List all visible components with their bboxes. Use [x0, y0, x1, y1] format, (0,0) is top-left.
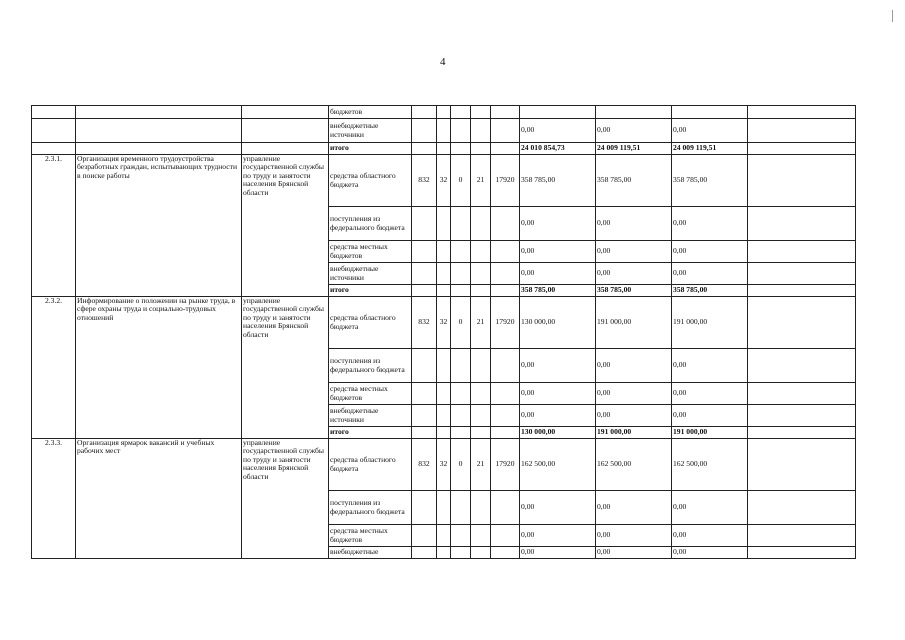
extra-column: [748, 297, 856, 349]
code-subprogram: [451, 491, 471, 525]
amount-year-3: 0,00: [672, 263, 748, 285]
amount-year-2: [596, 106, 672, 119]
code-subprogram: [451, 143, 471, 155]
extra-column: [748, 285, 856, 297]
amount-year-2: 0,00: [596, 263, 672, 285]
amount-year-2: 24 009 119,51: [596, 143, 672, 155]
code-program: [437, 405, 451, 427]
amount-year-3: 0,00: [672, 207, 748, 241]
code-event: [471, 525, 491, 547]
code-direction: [491, 143, 520, 155]
item-number: 2.3.1.: [32, 155, 76, 297]
code-direction: [491, 547, 520, 559]
extra-column: [748, 547, 856, 559]
code-direction: [491, 241, 520, 263]
code-grbs: 832: [412, 155, 437, 207]
funding-source: средства местных бюджетов: [329, 525, 412, 547]
table-row: [32, 106, 856, 119]
extra-column: [748, 427, 856, 439]
code-direction: [491, 106, 520, 119]
funding-source: средства областного бюджета: [329, 297, 412, 349]
item-executor: управление государственной службы по труду и занятости населения Брянской области: [242, 297, 329, 439]
code-program: [437, 491, 451, 525]
funding-source: итого: [329, 143, 412, 155]
amount-year-2: 0,00: [596, 491, 672, 525]
code-subprogram: [451, 285, 471, 297]
code-program: [437, 383, 451, 405]
funding-source: внебюджетные источники: [329, 263, 412, 285]
code-grbs: [412, 349, 437, 383]
amount-year-1: 358 785,00: [520, 155, 596, 207]
code-program: 32: [437, 439, 451, 491]
table-row: [32, 143, 856, 155]
amount-year-3: 0,00: [672, 349, 748, 383]
funding-source: поступления из федерального бюджета: [329, 207, 412, 241]
code-program: 32: [437, 297, 451, 349]
code-subprogram: 0: [451, 439, 471, 491]
code-subprogram: [451, 241, 471, 263]
item-executor: управление государственной службы по труду и занятости населения Брянской области: [242, 155, 329, 297]
amount-year-3: 0,00: [672, 383, 748, 405]
amount-year-2: 0,00: [596, 207, 672, 241]
amount-year-1: 0,00: [520, 119, 596, 143]
amount-year-2: 191 000,00: [596, 427, 672, 439]
code-subprogram: [451, 525, 471, 547]
code-grbs: [412, 383, 437, 405]
amount-year-2: 191 000,00: [596, 297, 672, 349]
code-event: [471, 285, 491, 297]
code-grbs: [412, 106, 437, 119]
amount-year-3: 0,00: [672, 405, 748, 427]
item-executor: [242, 106, 329, 119]
item-executor: управление государственной службы по труду и занятости населения Брянской области: [242, 439, 329, 559]
amount-year-2: 0,00: [596, 383, 672, 405]
item-number: 2.3.2.: [32, 297, 76, 439]
table-row: [32, 119, 856, 143]
amount-year-3: 358 785,00: [672, 155, 748, 207]
table-row: [32, 297, 856, 349]
code-direction: 17920: [491, 297, 520, 349]
item-name: [76, 143, 242, 155]
amount-year-2: 358 785,00: [596, 285, 672, 297]
amount-year-1: 0,00: [520, 525, 596, 547]
funding-source: средства областного бюджета: [329, 439, 412, 491]
code-program: [437, 106, 451, 119]
item-name: [76, 106, 242, 119]
amount-year-3: 191 000,00: [672, 297, 748, 349]
item-number: [32, 119, 76, 143]
code-direction: 17920: [491, 439, 520, 491]
extra-column: [748, 491, 856, 525]
extra-column: [748, 106, 856, 119]
code-program: [437, 207, 451, 241]
code-event: [471, 263, 491, 285]
extra-column: [748, 207, 856, 241]
amount-year-3: 24 009 119,51: [672, 143, 748, 155]
code-program: [437, 119, 451, 143]
funding-source: внебюджетные источники: [329, 119, 412, 143]
amount-year-1: 0,00: [520, 383, 596, 405]
code-program: [437, 427, 451, 439]
extra-column: [748, 263, 856, 285]
item-name: Организация временного трудоустройства безработных граждан, испытывающих трудности в поиске работы: [76, 155, 242, 297]
amount-year-3: 0,00: [672, 241, 748, 263]
code-event: [471, 143, 491, 155]
code-grbs: [412, 263, 437, 285]
item-number: [32, 106, 76, 119]
code-program: [437, 525, 451, 547]
code-subprogram: [451, 405, 471, 427]
amount-year-2: 0,00: [596, 525, 672, 547]
code-grbs: [412, 427, 437, 439]
code-subprogram: [451, 547, 471, 559]
code-program: [437, 349, 451, 383]
table-row: [32, 439, 856, 491]
code-grbs: [412, 491, 437, 525]
code-subprogram: [451, 207, 471, 241]
code-grbs: [412, 547, 437, 559]
code-direction: [491, 207, 520, 241]
funding-source: итого: [329, 427, 412, 439]
code-event: [471, 119, 491, 143]
funding-source: средства местных бюджетов: [329, 383, 412, 405]
amount-year-3: 162 500,00: [672, 439, 748, 491]
table-row: [32, 155, 856, 207]
code-event: [471, 427, 491, 439]
extra-column: [748, 241, 856, 263]
code-grbs: [412, 143, 437, 155]
amount-year-3: [672, 106, 748, 119]
item-name: Организация ярмарок вакансий и учебных рабочих мест: [76, 439, 242, 559]
amount-year-3: 0,00: [672, 547, 748, 559]
code-event: [471, 106, 491, 119]
amount-year-2: 0,00: [596, 241, 672, 263]
code-direction: [491, 285, 520, 297]
code-grbs: [412, 207, 437, 241]
code-direction: [491, 491, 520, 525]
code-grbs: [412, 119, 437, 143]
amount-year-1: 0,00: [520, 263, 596, 285]
code-subprogram: [451, 349, 471, 383]
code-subprogram: [451, 106, 471, 119]
code-program: [437, 263, 451, 285]
amount-year-3: 0,00: [672, 119, 748, 143]
amount-year-2: 162 500,00: [596, 439, 672, 491]
budget-table: [31, 105, 856, 559]
item-executor: [242, 119, 329, 143]
funding-source: итого: [329, 285, 412, 297]
item-name: [76, 119, 242, 143]
amount-year-1: 0,00: [520, 349, 596, 383]
funding-source: поступления из федерального бюджета: [329, 491, 412, 525]
amount-year-1: 130 000,00: [520, 427, 596, 439]
amount-year-2: 0,00: [596, 547, 672, 559]
item-name: Информирование о положении на рынке труда, в сфере охраны труда и социально-трудовых отношений: [76, 297, 242, 439]
amount-year-1: 0,00: [520, 207, 596, 241]
item-number: 2.3.3.: [32, 439, 76, 559]
amount-year-3: 0,00: [672, 525, 748, 547]
code-direction: [491, 525, 520, 547]
code-event: 21: [471, 439, 491, 491]
amount-year-1: 0,00: [520, 491, 596, 525]
amount-year-1: 0,00: [520, 405, 596, 427]
amount-year-2: 358 785,00: [596, 155, 672, 207]
extra-column: [748, 405, 856, 427]
code-grbs: [412, 525, 437, 547]
code-event: 21: [471, 155, 491, 207]
code-grbs: 832: [412, 439, 437, 491]
funding-source: средства областного бюджета: [329, 155, 412, 207]
code-direction: [491, 349, 520, 383]
code-event: [471, 405, 491, 427]
code-event: 21: [471, 297, 491, 349]
code-program: [437, 285, 451, 297]
code-direction: [491, 405, 520, 427]
funding-source: бюджетов: [329, 106, 412, 119]
item-executor: [242, 143, 329, 155]
code-subprogram: 0: [451, 297, 471, 349]
funding-source: внебюджетные: [329, 547, 412, 559]
code-direction: [491, 119, 520, 143]
amount-year-3: 0,00: [672, 491, 748, 525]
amount-year-1: 358 785,00: [520, 285, 596, 297]
code-event: [471, 383, 491, 405]
code-event: [471, 547, 491, 559]
code-direction: [491, 383, 520, 405]
edge-mark: [892, 10, 893, 22]
code-program: [437, 547, 451, 559]
amount-year-1: 162 500,00: [520, 439, 596, 491]
extra-column: [748, 439, 856, 491]
amount-year-1: 0,00: [520, 241, 596, 263]
funding-source: поступления из федерального бюджета: [329, 349, 412, 383]
extra-column: [748, 349, 856, 383]
extra-column: [748, 383, 856, 405]
amount-year-3: 191 000,00: [672, 427, 748, 439]
funding-source: средства местных бюджетов: [329, 241, 412, 263]
code-program: [437, 241, 451, 263]
extra-column: [748, 155, 856, 207]
extra-column: [748, 143, 856, 155]
code-grbs: [412, 405, 437, 427]
code-event: [471, 207, 491, 241]
item-number: [32, 143, 76, 155]
amount-year-2: 0,00: [596, 349, 672, 383]
amount-year-1: [520, 106, 596, 119]
amount-year-2: 0,00: [596, 119, 672, 143]
code-event: [471, 491, 491, 525]
amount-year-3: 358 785,00: [672, 285, 748, 297]
amount-year-2: 0,00: [596, 405, 672, 427]
code-event: [471, 349, 491, 383]
code-program: [437, 143, 451, 155]
code-direction: [491, 263, 520, 285]
extra-column: [748, 525, 856, 547]
funding-source: внебюджетные источники: [329, 405, 412, 427]
amount-year-1: 0,00: [520, 547, 596, 559]
code-subprogram: 0: [451, 155, 471, 207]
code-subprogram: [451, 383, 471, 405]
code-grbs: 832: [412, 297, 437, 349]
code-direction: 17920: [491, 155, 520, 207]
code-event: [471, 241, 491, 263]
code-grbs: [412, 285, 437, 297]
page-number: 4: [440, 56, 446, 68]
code-subprogram: [451, 263, 471, 285]
amount-year-1: 24 010 854,73: [520, 143, 596, 155]
code-grbs: [412, 241, 437, 263]
amount-year-1: 130 000,00: [520, 297, 596, 349]
code-subprogram: [451, 119, 471, 143]
code-direction: [491, 427, 520, 439]
code-program: 32: [437, 155, 451, 207]
extra-column: [748, 119, 856, 143]
code-subprogram: [451, 427, 471, 439]
